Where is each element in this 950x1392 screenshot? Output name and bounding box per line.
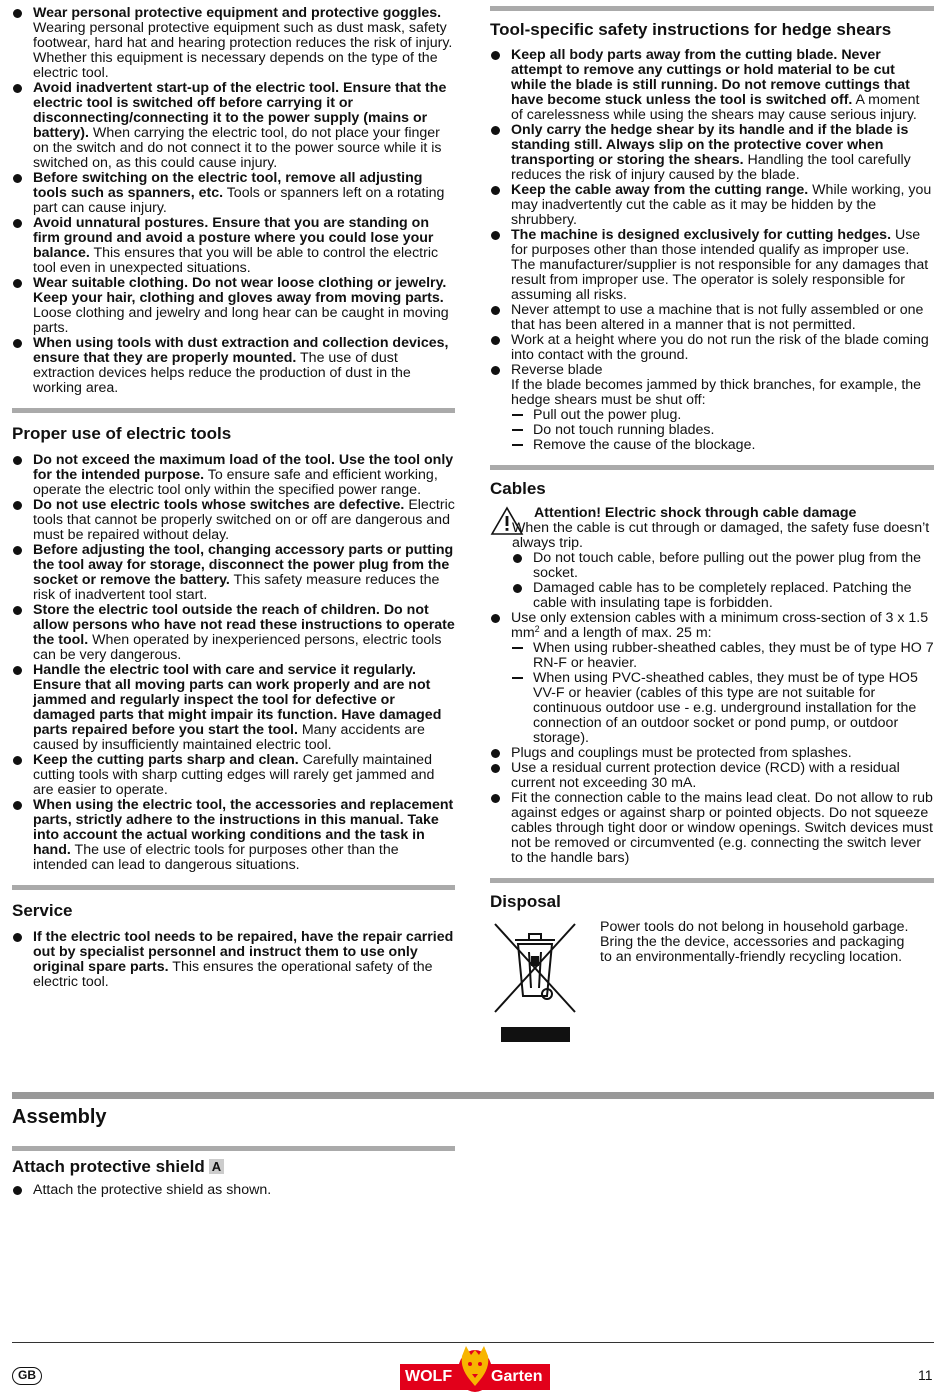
list-item: When using PVC-sheathed cables, they must be of type HO5 VV-F or heavier (cables of this type are not suitable for continuous outdoor use - e.g. underground installation for the connection of an outdoor socket or pond pump, or outdoor storage). [511, 671, 934, 746]
hedge-list [490, 48, 934, 453]
section-divider [12, 1146, 455, 1151]
list-item: Before switching on the electric tool, remove all adjusting tools such as spanners, etc. Tools or spanners left on a rotating part can cause injury. [12, 171, 455, 216]
list-item: When using rubber-sheathed cables, they must be of type HO 7 RN-F or heavier. [511, 641, 934, 671]
proper-use-list [12, 453, 455, 873]
list-item: Do not touch cable, before pulling out the power plug from the socket. [512, 551, 934, 581]
list-item [490, 363, 934, 453]
list-item: Plugs and couplings must be protected from splashes. [490, 746, 934, 761]
section-divider [490, 878, 934, 883]
language-badge: GB [12, 1367, 42, 1385]
right-column [490, 6, 934, 1048]
list-item: Only carry the hedge shear by its handle and if the blade is standing still. Always slip on the protective cover when transporting or storing the shears. Handling the tool carefully reduces the risk of injury caused by the blade. [490, 123, 934, 183]
attention-title: Attention! Electric shock through cable damage [534, 505, 857, 521]
list-item: Avoid unnatural postures. Ensure that you are standing on firm ground and avoid a posture where you could lose your balance. This ensures that you will be able to control the electric tool even in unexpected situations. [12, 216, 455, 276]
list-item: Do not touch running blades. [511, 423, 934, 438]
list-item: Fit the connection cable to the mains lead cleat. Do not allow to rub against edges or against sharp or pointed objects. Do not squeeze cables through tight door or window openings. Switch devices must not be removed or circumvented (e.g. connecting the switch lever to the handle bars) [490, 791, 934, 866]
reverse-blade-text: If the blade becomes jammed by thick branches, for example, the hedge shears must be shut off: [511, 377, 922, 408]
brand-right: Garten [491, 1368, 543, 1385]
list-item: Damaged cable has to be completely replaced. Patching the cable with insulating tape is forbidden. [512, 581, 934, 611]
section-divider [490, 6, 934, 11]
service-heading: Service [12, 901, 73, 920]
page-number: 11 [918, 1367, 933, 1383]
hedge-heading: Tool-specific safety instructions for hedge shears [490, 20, 892, 39]
list-item: Store the electric tool outside the reach of children. Do not allow persons who have not read these instructions to operate the tool. When operated by inexperienced persons, electric tools can be very dangerous. [12, 603, 455, 663]
extension-cable-list [511, 641, 934, 746]
reverse-blade-title: Reverse blade [511, 362, 603, 378]
proper-use-heading: Proper use of electric tools [12, 424, 232, 443]
assembly-heading: Assembly [12, 1106, 107, 1128]
list-item: The machine is designed exclusively for cutting hedges. Use for purposes other than those intended qualify as improper use. The manufacturer/supplier is not responsible for any damages that result from improper use. The operator is solely responsible for assuming all risks. [490, 228, 934, 303]
footer-divider [12, 1342, 934, 1343]
list-item: When using tools with dust extraction and collection devices, ensure that they are properly mounted. The use of dust extraction devices helps reduce the production of dust in the working area. [12, 336, 455, 396]
section-divider [490, 465, 934, 470]
list-item: Use a residual current protection device (RCD) with a residual current not exceeding 30 mA. [490, 761, 934, 791]
list-item: If the electric tool needs to be repaired, have the repair carried out by specialist personnel and instruct them to use only original spare parts. This ensures the operational safety of the electric tool. [12, 930, 455, 990]
assembly-divider [12, 1092, 934, 1099]
list-item: Avoid inadvertent start-up of the electric tool. Ensure that the electric tool is switched off before carrying it or disconnecting/connecting it to the power supply (mains or battery). When carrying the electric tool, do not place your finger on the switch and do not connect it to the power source while it is switched on, as this could cause injury. [12, 81, 455, 171]
disposal-text: Power tools do not belong in household garbage. Bring the the device, accessories and packaging to an environmentally-friendly recycling location. [600, 919, 909, 965]
cables-list [490, 611, 934, 866]
assembly-list [12, 1183, 455, 1198]
list-item: Never attempt to use a machine that is not fully assembled or one that has been altered in a manner that is not permitted. [490, 303, 934, 333]
crossed-out-bin-icon [491, 920, 579, 1048]
list-item: Attach the protective shield as shown. [12, 1183, 455, 1198]
list-item: Keep the cable away from the cutting range. While working, you may inadvertently cut the cable as it may be hidden by the shrubbery. [490, 183, 934, 228]
list-item: Work at a height where you do not run the risk of the blade coming into contact with the ground. [490, 333, 934, 363]
section-divider [12, 408, 455, 413]
attention-text: When the cable is cut through or damaged, the safety fuse doesn’t always trip. [512, 520, 930, 551]
service-list [12, 930, 455, 990]
attention-block [490, 506, 934, 611]
ppe-list [12, 6, 455, 396]
attach-shield-heading: Attach protective shield A [12, 1157, 224, 1177]
list-item: Keep the cutting parts sharp and clean. Carefully maintained cutting tools with sharp cutting edges will rarely get jammed and are easier to operate. [12, 753, 455, 798]
list-item: When using the electric tool, the accessories and replacement parts, strictly adhere to the instructions in this manual. Take into account the actual working conditions and the task in hand. The use of electric tools for purposes other than the intended can lead to dangerous situations. [12, 798, 455, 873]
section-divider [12, 885, 455, 890]
brand-logo [400, 1346, 550, 1392]
figure-tag: A [209, 1159, 224, 1174]
attention-list [512, 551, 934, 611]
list-item: Wear personal protective equipment and protective goggles. Wearing personal protective equipment such as dust mask, safety footwear, hard hat and hearing protection reduces the risk of injury. Whether this equipment is necessary depends on the type of the electric tool. [12, 6, 455, 81]
reverse-steps [511, 408, 934, 453]
list-item: Do not use electric tools whose switches are defective. Electric tools that cannot be properly switched on or off are dangerous and must be repaired without delay. [12, 498, 455, 543]
list-item: Keep all body parts away from the cutting blade. Never attempt to remove any cuttings or hold material to be cut while the blade is still running. Do not remove cuttings that have become stuck unless the tool is switched off. A moment of carelessness while using the shears may cause serious injury. [490, 48, 934, 123]
list-item: Pull out the power plug. [511, 408, 934, 423]
list-item: Do not exceed the maximum load of the tool. Use the tool only for the intended purpose. To ensure safe and efficient working, operate the electric tool only within the specified power range. [12, 453, 455, 498]
disposal-heading: Disposal [490, 892, 561, 911]
list-item: Handle the electric tool with care and service it regularly. Ensure that all moving parts can work properly and are not jammed and regularly inspect the tool for defective or damaged parts that might impair its function. Have damaged parts repaired before you start the tool. Many accidents are caused by insufficiently maintained electric tool. [12, 663, 455, 753]
disposal-block [490, 920, 934, 1048]
list-item: Before adjusting the tool, changing accessory parts or putting the tool away for storage, disconnect the power plug from the socket or remove the battery. This safety measure reduces the risk of inadvertent tool start. [12, 543, 455, 603]
list-item: Remove the cause of the blockage. [511, 438, 934, 453]
brand-left: WOLF [405, 1368, 453, 1385]
list-item: Wear suitable clothing. Do not wear loose clothing or jewelry. Keep your hair, clothing and gloves away from moving parts. Loose clothing and jewelry and long hear can be caught in moving parts. [12, 276, 455, 336]
list-item: Use only extension cables with a minimum cross-section of 3 x 1.5 $mm^2$ and a length of max. 25 m: When using rubber-sheathed cables, they must be of type HO 7 RN-F or heavier. When using PVC-sheathed cables, they must be of type HO5 VV-F or heavier (cables of this type are not suitable for continuous outdoor use - e.g. underground installation for the connection of an outdoor socket or pond pump, or outdoor storage). [490, 611, 934, 746]
left-column [12, 6, 455, 990]
warning-icon [490, 506, 524, 536]
cables-heading: Cables [490, 479, 546, 498]
